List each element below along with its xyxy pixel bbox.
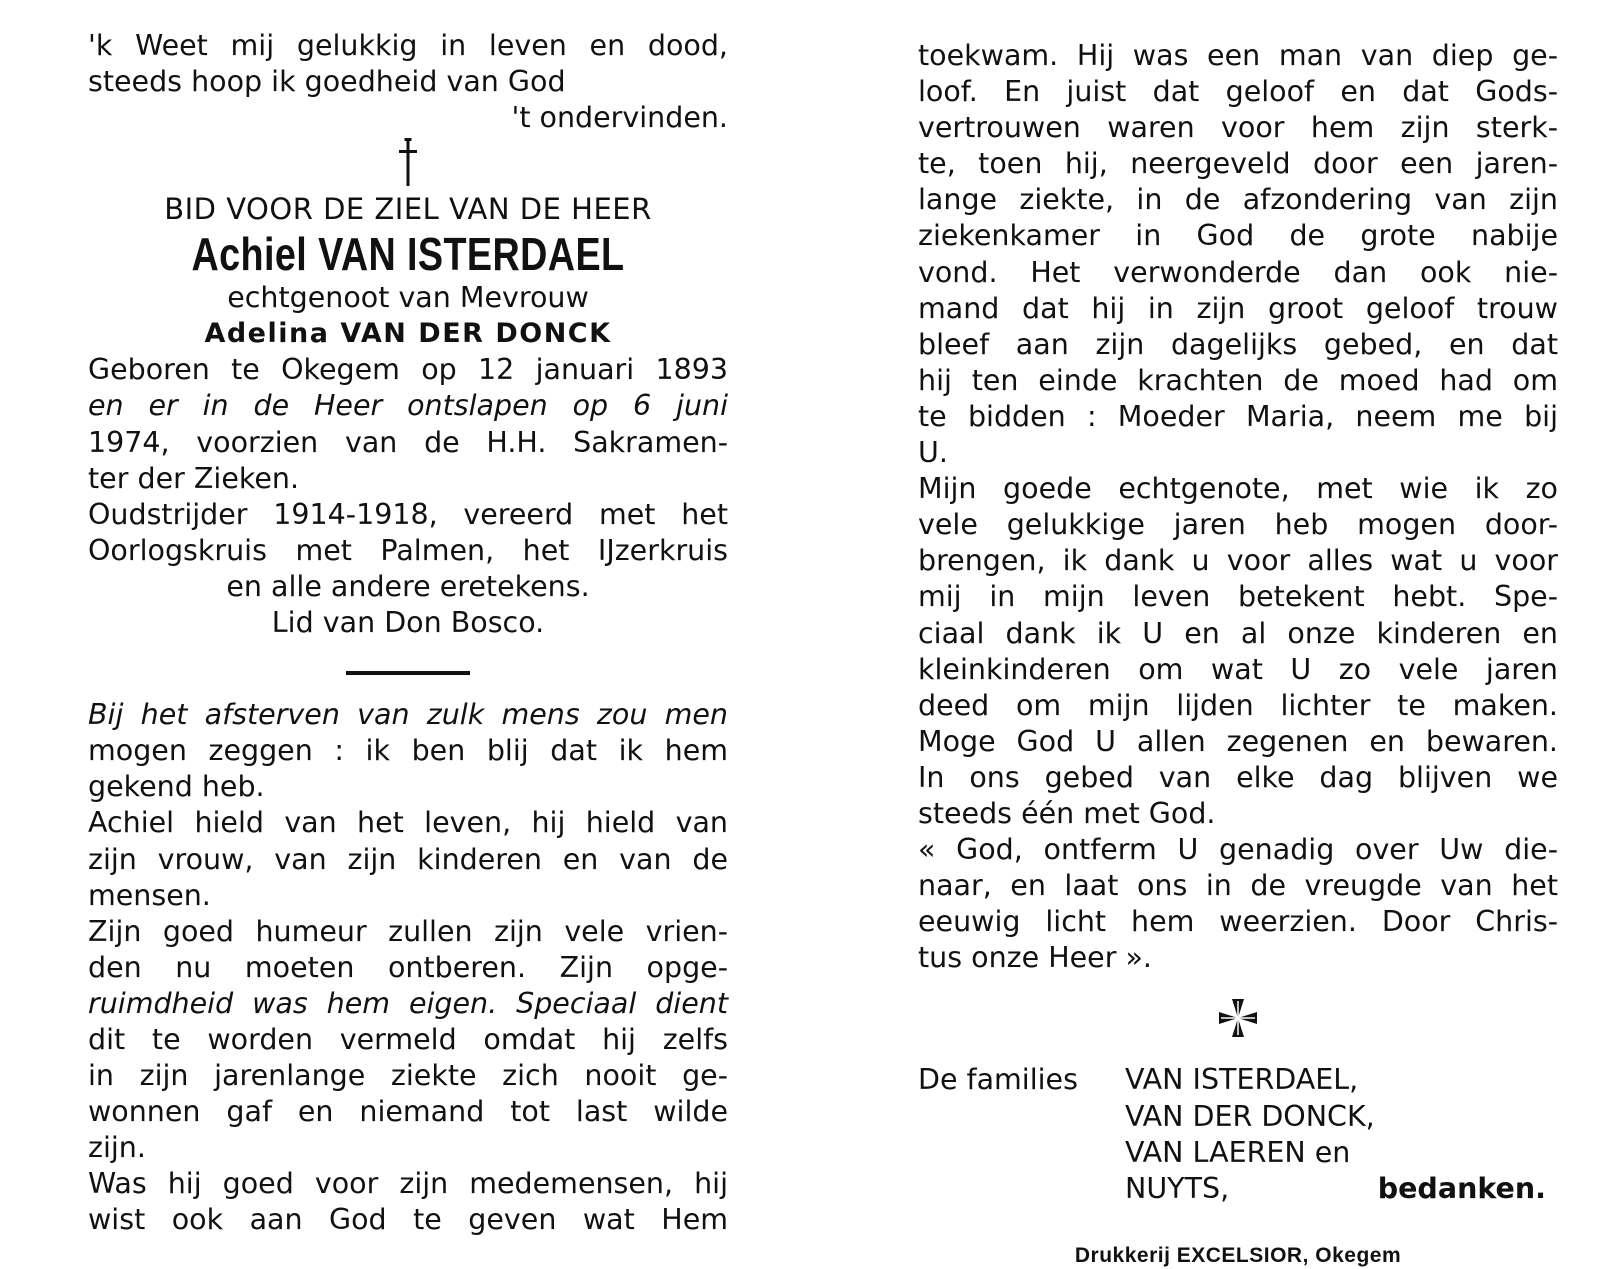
bio-line-3: 1974, voorzien van de H.H. Sakramen- xyxy=(88,425,728,459)
family-row-3 xyxy=(918,1135,1558,1171)
verse-line-1: 'k Weet mij gelukkig in leven en dood, xyxy=(88,29,728,62)
right-line-9: bleef aan zijn dagelijks gebed, en dat xyxy=(918,327,1558,361)
right-line-20: Moge God U allen zegenen en bewaren. xyxy=(918,724,1558,758)
deceased-name: Achiel VAN ISTERDAEL xyxy=(191,228,625,281)
family-name-2: VAN DER DONCK, xyxy=(1125,1099,1375,1133)
right-line-2: loof. En juist dat geloof en dat Gods- xyxy=(918,75,1558,109)
printer-credit: Drukkerij EXCELSIOR, Okegem xyxy=(1074,1243,1402,1267)
right-line-25: eeuwig licht hem weerzien. Door Chris- xyxy=(918,905,1558,939)
cross-icon xyxy=(88,138,728,190)
text-line-6: mensen. xyxy=(88,878,211,912)
text-line-9: ruimdheid was hem eigen. Speciaal dient xyxy=(88,986,728,1020)
right-line-17: ciaal dank ik U en al onze kinderen en xyxy=(918,616,1558,650)
right-line-11: te bidden : Moeder Maria, neem me bij xyxy=(918,399,1558,433)
text-line-10: dit te worden vermeld omdat hij zelfs xyxy=(88,1022,728,1056)
right-line-7: vond. Het verwonderde dan ook nie- xyxy=(918,255,1558,289)
right-line-6: ziekenkamer in God de grote nabije xyxy=(918,219,1558,253)
family-row-1 xyxy=(918,1062,1558,1098)
right-line-13: Mijn goede echtgenote, met wie ik zo xyxy=(918,472,1558,506)
bio-line-7: en alle andere eretekens. xyxy=(226,569,590,603)
bio-line-2: en er in de Heer ontslapen op 6 juni xyxy=(88,389,728,423)
right-line-10: hij ten einde krachten de moed had om xyxy=(918,363,1558,397)
family-name-3: VAN LAEREN en xyxy=(1125,1135,1351,1169)
right-line-1: toekwam. Hij was een man van diep ge- xyxy=(918,39,1558,72)
bio-line-5: Oudstrijder 1914-1918, vereerd met het xyxy=(88,497,728,531)
thanks-text: bedanken. xyxy=(1377,1171,1546,1205)
family-row-2 xyxy=(918,1099,1558,1135)
family-name-4: NUYTS, xyxy=(1125,1171,1230,1205)
right-line-3: vertrouwen waren voor hem zijn sterk- xyxy=(918,111,1558,145)
text-line-7: Zijn goed humeur zullen zijn vele vrien- xyxy=(88,914,728,948)
text-line-8: den nu moeten ontberen. Zijn opge- xyxy=(88,950,728,984)
right-line-23: « God, ontferm U genadig over Uw die- xyxy=(918,833,1558,867)
text-line-2: mogen zeggen : ik ben blij dat ik hem xyxy=(88,734,728,768)
right-line-8: mand dat hij in zijn groot geloof trouw xyxy=(918,291,1558,325)
right-line-16: mij in mijn leven betekent hebt. Spe- xyxy=(918,580,1558,614)
text-line-3: gekend heb. xyxy=(88,770,265,804)
verse-line-2: steeds hoop ik goedheid van God xyxy=(88,65,566,99)
right-line-26: tus onze Heer ». xyxy=(918,941,1152,975)
text-line-12: wonnen gaf en niemand tot last wilde xyxy=(88,1095,728,1129)
right-line-4: te, toen hij, neergeveld door een jaren- xyxy=(918,147,1558,181)
family-label: De families xyxy=(918,1063,1078,1097)
right-column xyxy=(918,38,1558,1269)
text-line-1: Bij het afsterven van zulk mens zou men xyxy=(88,698,728,732)
right-line-12: U. xyxy=(918,436,948,470)
family-row-4 xyxy=(918,1171,1558,1207)
text-line-4: Achiel hield van het leven, hij hield van xyxy=(88,806,728,840)
verse-line-3: 't ondervinden. xyxy=(511,101,728,135)
right-line-15: brengen, ik dank u voor alles wat u voor xyxy=(918,544,1558,578)
right-line-22: steeds één met God. xyxy=(918,796,1216,830)
right-line-18: kleinkinderen om wat U zo vele jaren xyxy=(918,652,1558,686)
bio-line-8: Lid van Don Bosco. xyxy=(271,606,545,640)
bio-line-6: Oorlogskruis met Palmen, het IJzerkruis xyxy=(88,533,728,567)
right-line-24: naar, en laat ons in de vreugde van het xyxy=(918,869,1558,903)
text-line-15: wist ook aan God te geven wat Hem xyxy=(88,1203,728,1237)
family-signature xyxy=(918,1062,1558,1206)
text-line-11: in zijn jarenlange ziekte zich nooit ge- xyxy=(88,1059,728,1093)
right-line-5: lange ziekte, in de afzondering van zijn xyxy=(918,183,1558,217)
spouse-name: Adelina VAN DER DONCK xyxy=(204,318,612,350)
intro-heading: BID VOOR DE ZIEL VAN DE HEER xyxy=(164,192,652,227)
right-line-19: deed om mijn lijden lichter te maken. xyxy=(918,688,1558,722)
text-line-5: zijn vrouw, van zijn kinderen en van de xyxy=(88,842,728,876)
bio-line-4: ter der Zieken. xyxy=(88,461,300,495)
left-column xyxy=(88,28,728,1239)
iron-cross-icon xyxy=(918,998,1558,1050)
text-line-13: zijn. xyxy=(88,1131,146,1165)
bio-line-1: Geboren te Okegem op 12 januari 1893 xyxy=(88,353,728,387)
family-name-1: VAN ISTERDAEL, xyxy=(1125,1063,1359,1097)
text-line-14: Was hij goed voor zijn medemensen, hij xyxy=(88,1167,728,1201)
divider-rule xyxy=(346,671,470,675)
right-line-14: vele gelukkige jaren heb mogen door- xyxy=(918,508,1558,542)
spouse-label: echtgenoot van Mevrouw xyxy=(227,281,589,315)
right-line-21: In ons gebed van elke dag blijven we xyxy=(918,760,1558,794)
